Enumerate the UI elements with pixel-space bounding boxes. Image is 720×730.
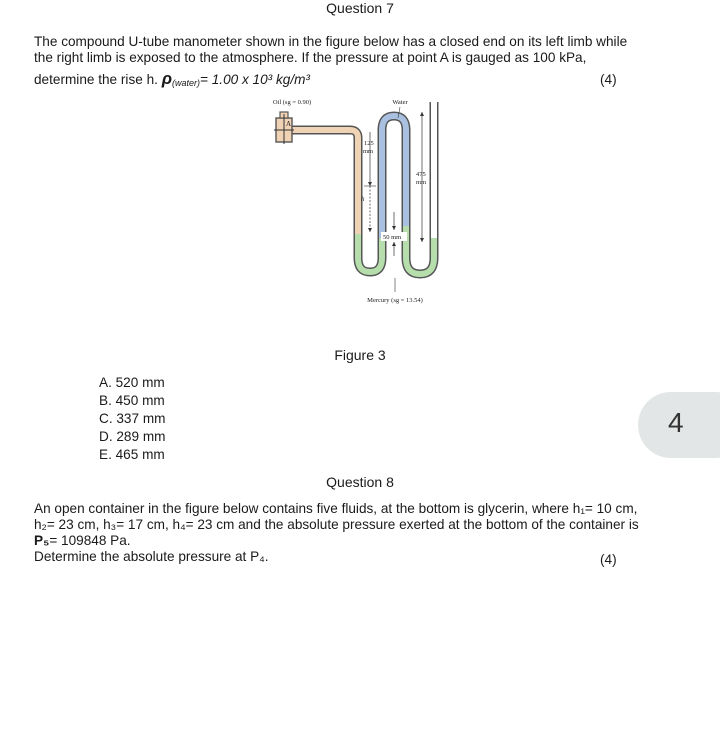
option-d[interactable]: D. 289 mm [99,429,166,444]
manometer-figure [240,92,480,312]
option-a[interactable]: A. 520 mm [99,375,165,390]
question-7-text [34,34,684,66]
question-8-marks: (4) [600,552,617,567]
question-7-line-1: The compound U-tube manometer shown in the figure below has a closed end on its left limb while [34,34,628,49]
question-7-prompt: determine the rise h. [34,72,158,87]
dim-50-arrow-bottom [392,242,396,246]
dim-475-unit: mm [416,179,427,186]
dim-125-label: 125 [364,140,374,147]
dim-50-label: 50 mm [383,234,402,241]
rho-value: = 1.00 x 10³ kg/m³ [200,72,310,87]
h-arrow [368,228,372,232]
option-c[interactable]: C. 337 mm [99,411,166,426]
page-number-badge [638,392,720,458]
oil-label: Oil (sg = 0.90) [272,99,312,106]
question-7-marks: (4) [600,72,617,87]
p5-label: P₅ [34,533,50,548]
question-8-line-3 [34,533,684,549]
answer-options [99,374,165,464]
question-8-text [34,501,684,565]
question-8-line-1: An open container in the figure below contains five fluids, at the bottom is glycerin, where h₁= 10 cm, [34,501,638,516]
question-8-line-2: h₂= 23 cm, h₃= 17 cm, h₄= 23 cm and the absolute pressure exerted at the bottom of the container is [34,517,639,532]
oil-tube-outline [288,130,358,238]
dim-475-label: 475 [416,171,426,178]
water-label: Water [392,99,408,106]
question-7-line-2: the right limb is exposed to the atmosphere. If the pressure at point A is gauged as 100 kPa, [34,50,587,65]
p5-value: = 109848 Pa. [49,533,131,548]
dim-475-arrow-bottom [420,238,424,242]
point-a-label: A [286,120,292,128]
dim-475-arrow-top [420,112,424,116]
figure-3-caption: Figure 3 [334,347,386,363]
oil-fluid [288,130,358,238]
rho-subscript: (water) [172,78,201,88]
option-b[interactable]: B. 450 mm [99,393,165,408]
question-8-line-4: Determine the absolute pressure at P₄. [34,549,269,564]
dim-50-arrow-top [392,226,396,230]
question-8-title: Question 8 [326,474,394,490]
page-number: 4 [668,407,684,438]
option-e[interactable]: E. 465 mm [99,447,165,462]
dim-125-unit: mm [363,148,374,155]
h-label: h [361,195,365,203]
question-7-line-3 [34,71,684,91]
rho-symbol: ρ [161,69,172,88]
question-7-title: Question 7 [326,0,394,16]
dim-125-arrow [368,182,372,186]
mercury-label: Mercury (sg = 13.54) [367,297,423,304]
